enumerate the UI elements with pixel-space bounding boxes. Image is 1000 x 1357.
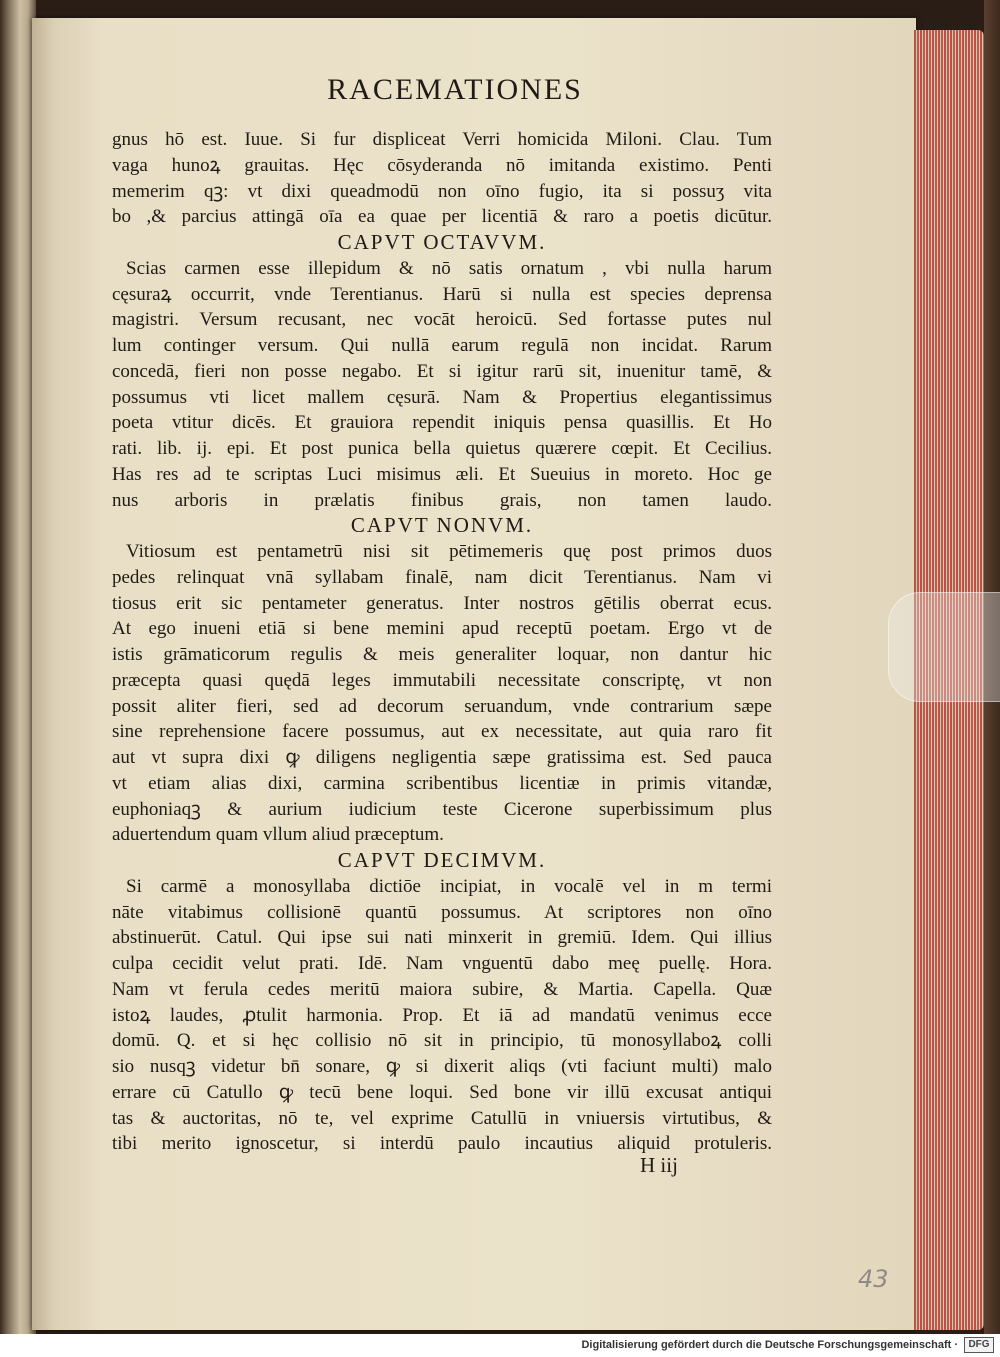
dfg-logo: DFG [964,1337,994,1353]
text-line: memerim qꝫ: vt dixi queadmodū non oīno fugio, ita si possuʒ vita [112,180,772,202]
text-line: nus arboris in prælatis finibus grais, non tamen laudo. [112,489,772,511]
running-head: RACEMATIONES [327,73,583,106]
text-line: Nam vt ferula cedes meritū maiora subire, & Martia. Capella. Quæ [112,978,772,1000]
text-line: euphoniaqꝫ & aurium iudicium teste Cicerone superbissimum plus [112,798,772,820]
text-line: possit aliter fieri, sed ad decorum seruandum, vnde contrarium sæpe [112,695,772,717]
text-line: domū. Q. et si hęc collisio nō sit in principio, tū monosyllaboꝝ colli [112,1030,772,1052]
text-line: sine reprehensione facere possumus, aut ex necessitate, aut quia raro fit [112,721,772,743]
text-line: vaga hunoꝝ grauitas. Hęc cōsyderanda nō imitanda existimo. Penti [112,154,772,176]
text-block [112,127,772,1157]
text-line: Has res ad te scriptas Luci misimus æli. Et Sueuius in moreto. Hoc ge [112,463,772,485]
text-line: Scias carmen esse illepidum & nō satis ornatum , vbi nulla harum [126,257,772,279]
text-line: aut vt supra dixi ꝙ diligens negligentia sæpe gratissima est. Sed pauca [112,747,772,768]
chapter-heading: CAPVT DECIMVM. [337,848,547,872]
text-line: rati. lib. ij. epi. Et post punica bella quietus quærere cœpit. Et Cecilius. [112,438,772,459]
chapter-heading: CAPVT OCTAVVM. [337,230,547,254]
text-line: At ego inueni etiā si bene memini apud receptū poetam. Ergo vt de [112,618,772,640]
left-page-edge [0,0,36,1334]
text-line: bo ,& parcius attingā oīa ea quae per licentiā & raro a poetis dicūtur. [112,206,772,228]
text-line: gnus hō est. Iuue. Si fur displiceat Verri homicida Miloni. Clau. Tum [112,129,772,150]
text-line: Vitiosum est pentametrū nisi sit pētimemeris quę post primos duos [126,541,772,562]
text-line: aduertendum quam vllum aliud præceptum. [112,824,444,846]
text-line: poeta vtitur dicēs. Et grauiora rependit iniquis pensa quasillis. Et Ho [112,412,772,434]
text-line: nāte vitabimus collisionē quantū possumus. At scriptores non oīno [112,901,772,923]
footer-credit: Digitalisierung gefördert durch die Deutsche Forschungsgemeinschaft · [581,1339,958,1351]
handwritten-folio-number: 43 [858,1265,889,1293]
text-line: tiosus erit sic pentameter generatus. Inter nostros gētilis oberrat ecus. [112,592,772,614]
signature-mark: H iij [640,1153,678,1177]
text-line: cęsuraꝝ occurrit, vnde Terentianus. Harū si nulla est species deprensa [112,283,772,305]
text-line: abstinuerūt. Catul. Qui ipse sui nati minxerit in gremiū. Idem. Qui illius [112,927,772,949]
text-line: vt etiam alias dixi, carmina scribentibus licentiæ in primis vitandæ, [112,772,772,794]
text-line: concedā, fieri non posse negabo. Et si igitur rarū sit, inuenitur tamē, & [112,360,772,382]
text-line: magistri. Versum recusant, nec vocāt heroicū. Sed fortasse putes nul [112,309,772,331]
text-line: possumus vti licet mallem cęsurā. Nam & Propertius elegantissimus [112,386,772,408]
text-line: errare cū Catullo ꝙ tecū bene loqui. Sed bone vir illū excusat antiqui [112,1081,772,1103]
text-line: lum continger versum. Qui nullā earum regulā non incidat. Rarum [112,335,772,356]
text-line: istoꝝ laudes, ꝓtulit harmonia. Prop. Et iā ad mandatū venimus ecce [112,1004,772,1026]
bookmark-tab [888,592,1000,702]
text-line: tibi merito ignoscetur, si interdū paulo incautius aliquid protuleris. [112,1133,772,1155]
chapter-heading: CAPVT NONVM. [350,513,534,538]
text-line: Si carmē a monosyllaba dictiōe incipiat, in vocalē vel in m termi [126,875,772,897]
text-line: pedes relinquat vnā syllabam finalē, nam dicit Terentianus. Nam vi [112,566,772,588]
text-line: istis grāmaticorum regulis & meis generaliter loquar, non dantur hic [112,644,772,665]
text-line: præcepta quasi quędā leges immutabili necessitate conscriptę, vt non [112,669,772,691]
text-line: tas & auctoritas, nō te, vel exprime Catullū in vniuersis virtutibus, & [112,1107,772,1129]
text-line: sio nusqꝫ videtur bn̄ sonare, ꝙ si dixerit aliqs (vti faciunt multi) malo [112,1056,772,1077]
text-line: culpa cecidit velut prati. Idē. Nam vnguentū dabo meę puellę. Hora. [112,953,772,974]
footer-bar [0,1334,1000,1357]
